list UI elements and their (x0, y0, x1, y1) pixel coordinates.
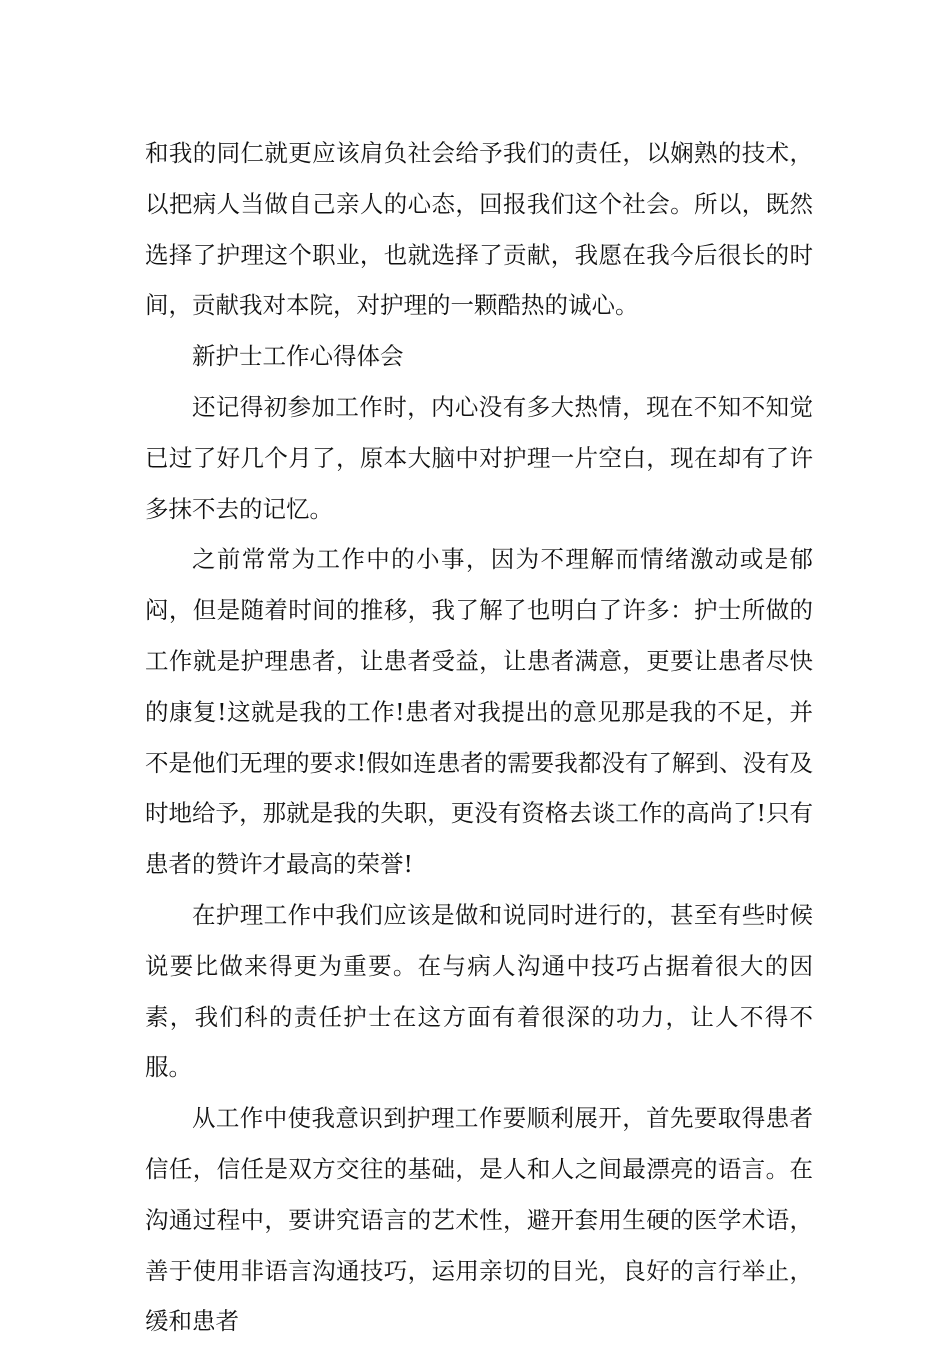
paragraph-4: 从工作中使我意识到护理工作要顺利展开，首先要取得患者信任，信任是双方交往的基础，是人和人之间最漂亮的语言。在沟通过程中，要讲究语言的艺术性，避开套用生硬的医学术语，善于使用非语言沟通技巧，运用亲切的目光，良好的言行举止，缓和患者 (145, 1104, 813, 1336)
paragraph-3: 在护理工作中我们应该是做和说同时进行的，甚至有些时候说要比做来得更为重要。在与病人沟通中技巧占据着很大的因素，我们科的责任护士在这方面有着很深的功力，让人不得不服。 (145, 900, 813, 1082)
section-heading: 新护士工作心得体会 (192, 342, 404, 371)
paragraph-1: 还记得初参加工作时，内心没有多大热情，现在不知不知觉已过了好几个月了，原本大脑中对护理一片空白，现在却有了许多抹不去的记忆。 (145, 392, 813, 523)
paragraph-2: 之前常常为工作中的小事，因为不理解而情绪激动或是郁闷，但是随着时间的推移，我了解了也明白了许多：护士所做的工作就是护理患者，让患者受益，让患者满意，更要让患者尽快的康复!这就是我的工作!患者对我提出的意见那是我的不足，并不是他们无理的要求!假如连患者的需要我都没有了解到、没有及时地给予，那就是我的失职，更没有资格去谈工作的高尚了!只有患者的赞许才最高的荣誉! (145, 545, 813, 879)
document-body (145, 128, 813, 1347)
paragraph-continuation: 和我的同仁就更应该肩负社会给予我们的责任，以娴熟的技术，以把病人当做自己亲人的心态，回报我们这个社会。所以，既然选择了护理这个职业，也就选择了贡献，我愿在我今后很长的时间，贡献我对本院，对护理的一颗酷热的诚心。 (145, 139, 813, 320)
